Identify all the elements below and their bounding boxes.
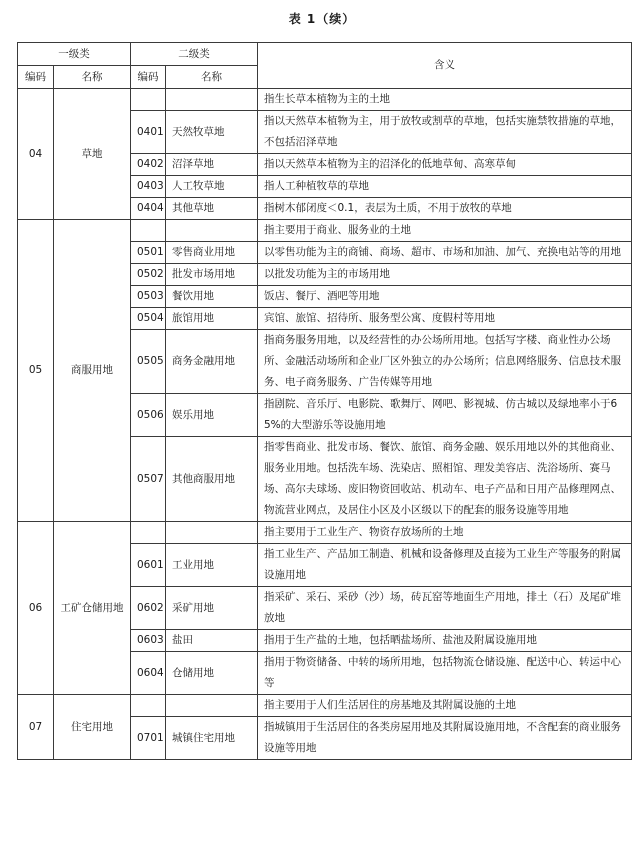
- level2-meaning: 指商务服务用地，以及经营性的办公场所用地。包括写字楼、商业性办公场所、金融活动场所和企业厂区外独立的办公场所；信息网络服务、信息技术服务、电子商务服务、广告传媒等用地: [258, 330, 632, 394]
- level2-name: 商务金融用地: [166, 330, 258, 394]
- level1-name: 住宅用地: [54, 695, 131, 760]
- level2-code: 0402: [131, 154, 166, 176]
- level2-name: 城镇住宅用地: [166, 717, 258, 760]
- level2-name: 其他草地: [166, 198, 258, 220]
- level2-code: 0501: [131, 242, 166, 264]
- level2-name: 批发市场用地: [166, 264, 258, 286]
- level2-meaning: 以零售功能为主的商铺、商场、超市、市场和加油、加气、充换电站等的用地: [258, 242, 632, 264]
- level2-name: 仓储用地: [166, 652, 258, 695]
- level2-code: 0503: [131, 286, 166, 308]
- table-title: 表 1（续）: [288, 12, 356, 26]
- level2-code: 0506: [131, 394, 166, 437]
- level2-name: 人工牧草地: [166, 176, 258, 198]
- header-level1: 一级类: [18, 43, 131, 66]
- table-row: [18, 89, 632, 111]
- level2-meaning: 指零售商业、批发市场、餐饮、旅馆、商务金融、娱乐用地以外的其他商业、服务业用地。包括洗车场、洗染店、照相馆、理发美容店、洗浴场所、赛马场、高尔夫球场、废旧物资回收站、机动车、电子产品和日用产品修理网点、物流营业网点，及居住小区及小区级以下的配套的服务设施等用地: [258, 437, 632, 522]
- level2-code: [131, 522, 166, 544]
- level2-meaning: 指以天然草本植物为主，用于放牧或割草的草地，包括实施禁牧措施的草地，不包括沼泽草地: [258, 111, 632, 154]
- header-meaning: 含义: [258, 43, 632, 89]
- level2-code: 0602: [131, 587, 166, 630]
- level2-meaning: 指树木郁闭度＜0.1，表层为土质，不用于放牧的草地: [258, 198, 632, 220]
- level2-meaning: 宾馆、旅馆、招待所、服务型公寓、度假村等用地: [258, 308, 632, 330]
- header-level2-code: 编码: [131, 66, 166, 89]
- level2-name: 工业用地: [166, 544, 258, 587]
- level1-meaning: 指主要用于工业生产、物资存放场所的土地: [258, 522, 632, 544]
- level2-code: 0604: [131, 652, 166, 695]
- level2-code: [131, 89, 166, 111]
- level1-meaning: 指主要用于人们生活居住的房基地及其附属设施的土地: [258, 695, 632, 717]
- level2-code: 0502: [131, 264, 166, 286]
- level2-code: 0403: [131, 176, 166, 198]
- table-row: [18, 220, 632, 242]
- level2-code: 0701: [131, 717, 166, 760]
- header-level1-name: 名称: [54, 66, 131, 89]
- level2-name: 零售商业用地: [166, 242, 258, 264]
- level2-meaning: 指采矿、采石、采砂（沙）场，砖瓦窑等地面生产用地，排土（石）及尾矿堆放地: [258, 587, 632, 630]
- level2-meaning: 指城镇用于生活居住的各类房屋用地及其附属设施用地，不含配套的商业服务设施等用地: [258, 717, 632, 760]
- level2-code: 0505: [131, 330, 166, 394]
- level1-name: 商服用地: [54, 220, 131, 522]
- level2-name: 沼泽草地: [166, 154, 258, 176]
- level1-code: 05: [18, 220, 54, 522]
- level2-code: [131, 220, 166, 242]
- header-level2-name: 名称: [166, 66, 258, 89]
- level2-name: 天然牧草地: [166, 111, 258, 154]
- level2-code: 0401: [131, 111, 166, 154]
- table-row: [18, 695, 632, 717]
- level2-code: 0601: [131, 544, 166, 587]
- header-level1-code: 编码: [18, 66, 54, 89]
- level1-code: 07: [18, 695, 54, 760]
- level1-meaning: 指主要用于商业、服务业的土地: [258, 220, 632, 242]
- level1-code: 04: [18, 89, 54, 220]
- level1-name: 草地: [54, 89, 131, 220]
- header-row-1: [18, 43, 632, 66]
- level2-name: 餐饮用地: [166, 286, 258, 308]
- level2-name: 其他商服用地: [166, 437, 258, 522]
- level1-name: 工矿仓储用地: [54, 522, 131, 695]
- level2-name: [166, 522, 258, 544]
- level2-name: [166, 89, 258, 111]
- level1-code: 06: [18, 522, 54, 695]
- level2-meaning: 以批发功能为主的市场用地: [258, 264, 632, 286]
- level2-name: [166, 695, 258, 717]
- level2-name: 盐田: [166, 630, 258, 652]
- level2-meaning: 饭店、餐厅、酒吧等用地: [258, 286, 632, 308]
- level2-name: [166, 220, 258, 242]
- level2-code: 0603: [131, 630, 166, 652]
- level2-code: 0404: [131, 198, 166, 220]
- level1-meaning: 指生长草本植物为主的土地: [258, 89, 632, 111]
- level2-name: 娱乐用地: [166, 394, 258, 437]
- level2-name: 旅馆用地: [166, 308, 258, 330]
- header-level2: 二级类: [131, 43, 258, 66]
- level2-meaning: 指剧院、音乐厅、电影院、歌舞厅、网吧、影视城、仿古城以及绿地率小于65%的大型游乐等设施用地: [258, 394, 632, 437]
- table-row: [18, 522, 632, 544]
- level2-meaning: 指用于物资储备、中转的场所用地，包括物流仓储设施、配送中心、转运中心等: [258, 652, 632, 695]
- level2-meaning: 指人工种植牧草的草地: [258, 176, 632, 198]
- land-use-classification-table: [17, 42, 632, 760]
- level2-code: 0507: [131, 437, 166, 522]
- level2-meaning: 指工业生产、产品加工制造、机械和设备修理及直接为工业生产等服务的附属设施用地: [258, 544, 632, 587]
- level2-code: 0504: [131, 308, 166, 330]
- level2-name: 采矿用地: [166, 587, 258, 630]
- level2-code: [131, 695, 166, 717]
- level2-meaning: 指用于生产盐的土地，包括晒盐场所、盐池及附属设施用地: [258, 630, 632, 652]
- level2-meaning: 指以天然草本植物为主的沼泽化的低地草甸、高寒草甸: [258, 154, 632, 176]
